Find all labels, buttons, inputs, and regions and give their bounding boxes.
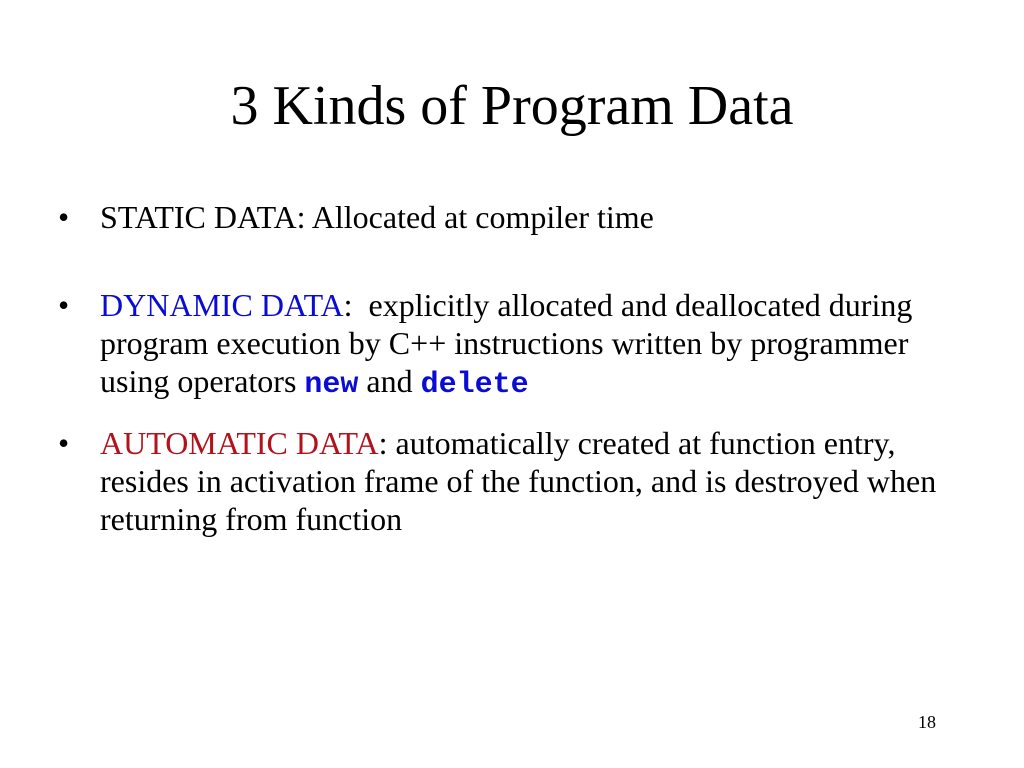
dynamic-data-text: explicitly allocated and deallocated during program execution by C++ instructions written by programmer using operators (100, 287, 921, 399)
automatic-data-label: AUTOMATIC DATA (100, 425, 379, 461)
automatic-data-text: automatically created at function entry, resides in activation frame of the function, and is destroyed when returning from function (100, 425, 937, 537)
bullet-static-data (58, 198, 958, 236)
keyword-delete: delete (420, 368, 529, 402)
bullet-dot: • (58, 287, 70, 323)
slide-title: 3 Kinds of Program Data (230, 75, 794, 137)
dynamic-data-colon: : (343, 287, 353, 323)
keyword-new: new (304, 368, 359, 402)
bullet-dynamic-data (58, 286, 958, 404)
dynamic-data-label: DYNAMIC DATA (100, 287, 344, 323)
page-number: 18 (918, 712, 936, 732)
static-data-text: STATIC DATA: Allocated at compiler time (100, 199, 654, 235)
dynamic-data-and: and (358, 363, 421, 399)
bullet-automatic-data (58, 424, 958, 538)
bullet-dot: • (58, 425, 70, 461)
bullet-dot: • (58, 199, 70, 235)
bullet-list (58, 198, 958, 538)
automatic-data-colon: : (378, 425, 388, 461)
